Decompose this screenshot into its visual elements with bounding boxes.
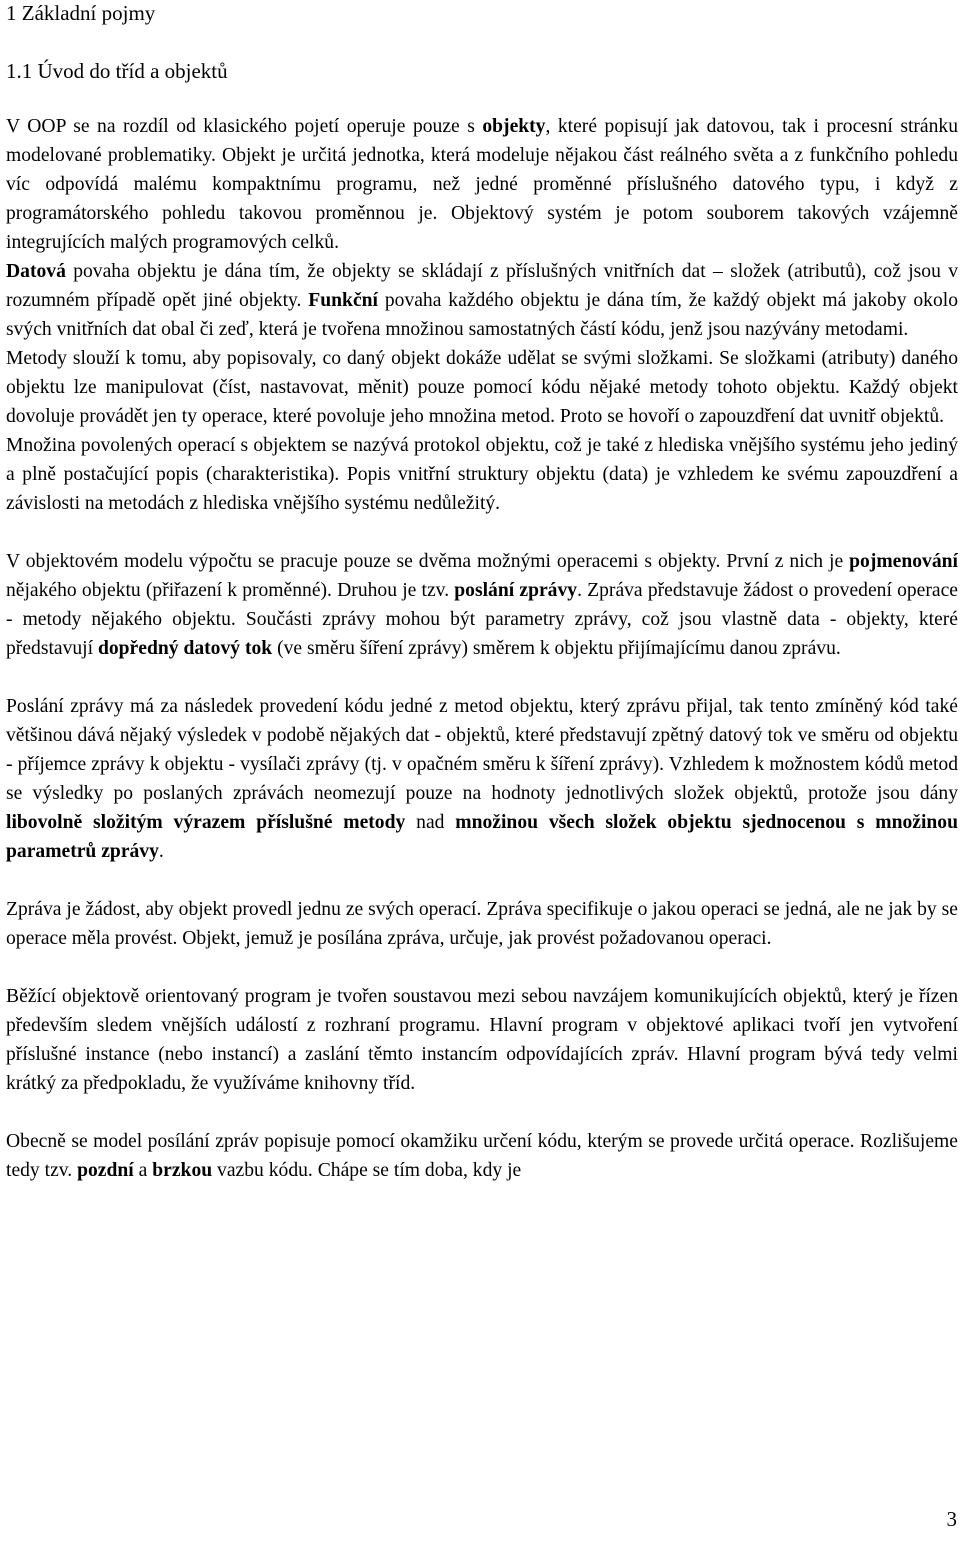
text-run: nad: [405, 812, 456, 833]
paragraph-message-result: [6, 692, 958, 866]
text-run: Množina povolených operací s objektem se nazývá protokol objektu, což je také z hlediska vnějšího systému jeho jediný a plně postačující popis (charakteristika). Popis vnitřní struktury objektu (data) je vzhledem ke svému zapouzdření a závislosti na metodách z hlediska vnějšího systému nedůležitý.: [6, 435, 958, 514]
text-run: (ve směru šíření zprávy) směrem k objektu přijímajícímu danou zprávu.: [272, 638, 841, 659]
text-run: .: [158, 841, 164, 862]
text-run: , které popisují jak datovou, tak i procesní stránku modelované problematiky. Objekt je určitá jednotka, která modeluje nějakou část reálného světa a z funkčního pohledu víc odpovídá malému kompaktnímu programu, než jedné proměnné příslušného datového typu, i když z programátorského pohledu takovou proměnnou je. Objektový systém je potom souborem takových vzájemně integrujících malých programových celků.: [6, 116, 958, 253]
paragraph-protocol: [6, 431, 958, 518]
text-run: V objektovém modelu výpočtu se pracuje pouze se dvěma možnými operacemi s objekty. První z nich je: [6, 551, 850, 572]
paragraph-intro: [6, 112, 958, 257]
text-run: Metody slouží k tomu, aby popisovaly, co daný objekt dokáže udělat se svými složkami. Se složkami (atributy) daného objektu lze manipulovat (číst, nastavovat, měnit) pouze pomocí kódu nějaké metody tohoto objektu. Každý objekt dovoluje provádět jen ty operace, které povoluje jeho množina metod. Proto se hovoří o zapouzdření dat uvnitř objektů.: [6, 348, 958, 427]
text-run: Běžící objektově orientovaný program je tvořen soustavou mezi sebou navzájem komunikujících objektů, který je řízen především sledem vnějších událostí z rozhraní programu. Hlavní program v objektové aplikaci tvoří jen vytvoření příslušné instance (nebo instancí) a zaslání těmto instancím odpovídajících zpráv. Hlavní program bývá tedy velmi krátký za předpokladu, že využíváme knihovny tříd.: [6, 986, 958, 1094]
bold-term: množinou všech složek objektu sjednocenou s množinou parametrů zprávy: [6, 812, 958, 862]
paragraph-methods: [6, 344, 958, 431]
text-run: V OOP se na rozdíl od klasického pojetí operuje pouze s: [6, 116, 483, 137]
bold-term: pozdní: [77, 1160, 134, 1181]
bold-term: Datová: [6, 261, 66, 282]
bold-term: Funkční: [308, 290, 378, 311]
bold-term: poslání zprávy: [454, 580, 578, 601]
document-body: [6, 112, 958, 1185]
paragraph-binding: [6, 1127, 958, 1185]
bold-term: pojmenování: [849, 551, 958, 572]
text-run: povaha objektu je dána tím, že objekty se skládají z příslušných vnitřních dat – složek (atributů), což jsou v rozumném případě opět jiné objekty.: [6, 261, 958, 311]
paragraph-program: [6, 982, 958, 1098]
paragraph-operations: [6, 547, 958, 663]
text-run: Zpráva je žádost, aby objekt provedl jednu ze svých operací. Zpráva specifikuje o jakou operaci se jedná, ale ne jak by se operace měla provést. Objekt, jemuž je posílána zpráva, určuje, jak provést požadovanou operaci.: [6, 899, 958, 949]
text-run: nějakého objektu (přiřazení k proměnné). Druhou je tzv.: [6, 580, 455, 601]
page-number: 3: [946, 1507, 957, 1531]
text-run: vazbu kódu. Chápe se tím doba, kdy je: [212, 1160, 522, 1181]
bold-term: dopředný datový tok: [97, 638, 273, 659]
text-run: Poslání zprávy má za následek provedení kódu jedné z metod objektu, který zprávu přijal, tak tento zmíněný kód také většinou dává nějaký výsledek v podobě nějakých dat - objektů, které představují zpětný datový tok ve směru od objektu - příjemce zprávy k objektu - vysílači zprávy (tj. v opačném směru k šíření zprávy). Vzhledem k možnostem kódů metod se výsledky po poslaných zprávách neomezují pouze na hodnoty jednotlivých složek objektů, protože jsou dány: [6, 696, 958, 804]
chapter-heading: 1 Základní pojmy: [6, 1, 156, 25]
section-heading: 1.1 Úvod do tříd a objektů: [6, 59, 228, 83]
bold-term: objekty: [482, 116, 546, 137]
bold-term: brzkou: [152, 1160, 213, 1181]
paragraph-data-function: [6, 257, 958, 344]
text-run: . Zpráva představuje žádost o provedení operace - metody nějakého objektu. Součásti zprávy mohou být parametry zprávy, což jsou vlastně data - objekty, které představují: [6, 580, 958, 659]
bold-term: libovolně složitým výrazem příslušné metody: [6, 812, 406, 833]
text-run: a: [133, 1160, 153, 1181]
paragraph-message-request: [6, 895, 958, 953]
text-run: Obecně se model posílání zpráv popisuje pomocí okamžiku určení kódu, kterým se provede určitá operace. Rozlišujeme tedy tzv.: [6, 1131, 958, 1181]
text-run: povaha každého objektu je dána tím, že každý objekt má jakoby okolo svých vnitřních dat obal či zeď, která je tvořena množinou samostatných částí kódu, jenž jsou nazývány metodami.: [6, 290, 958, 340]
